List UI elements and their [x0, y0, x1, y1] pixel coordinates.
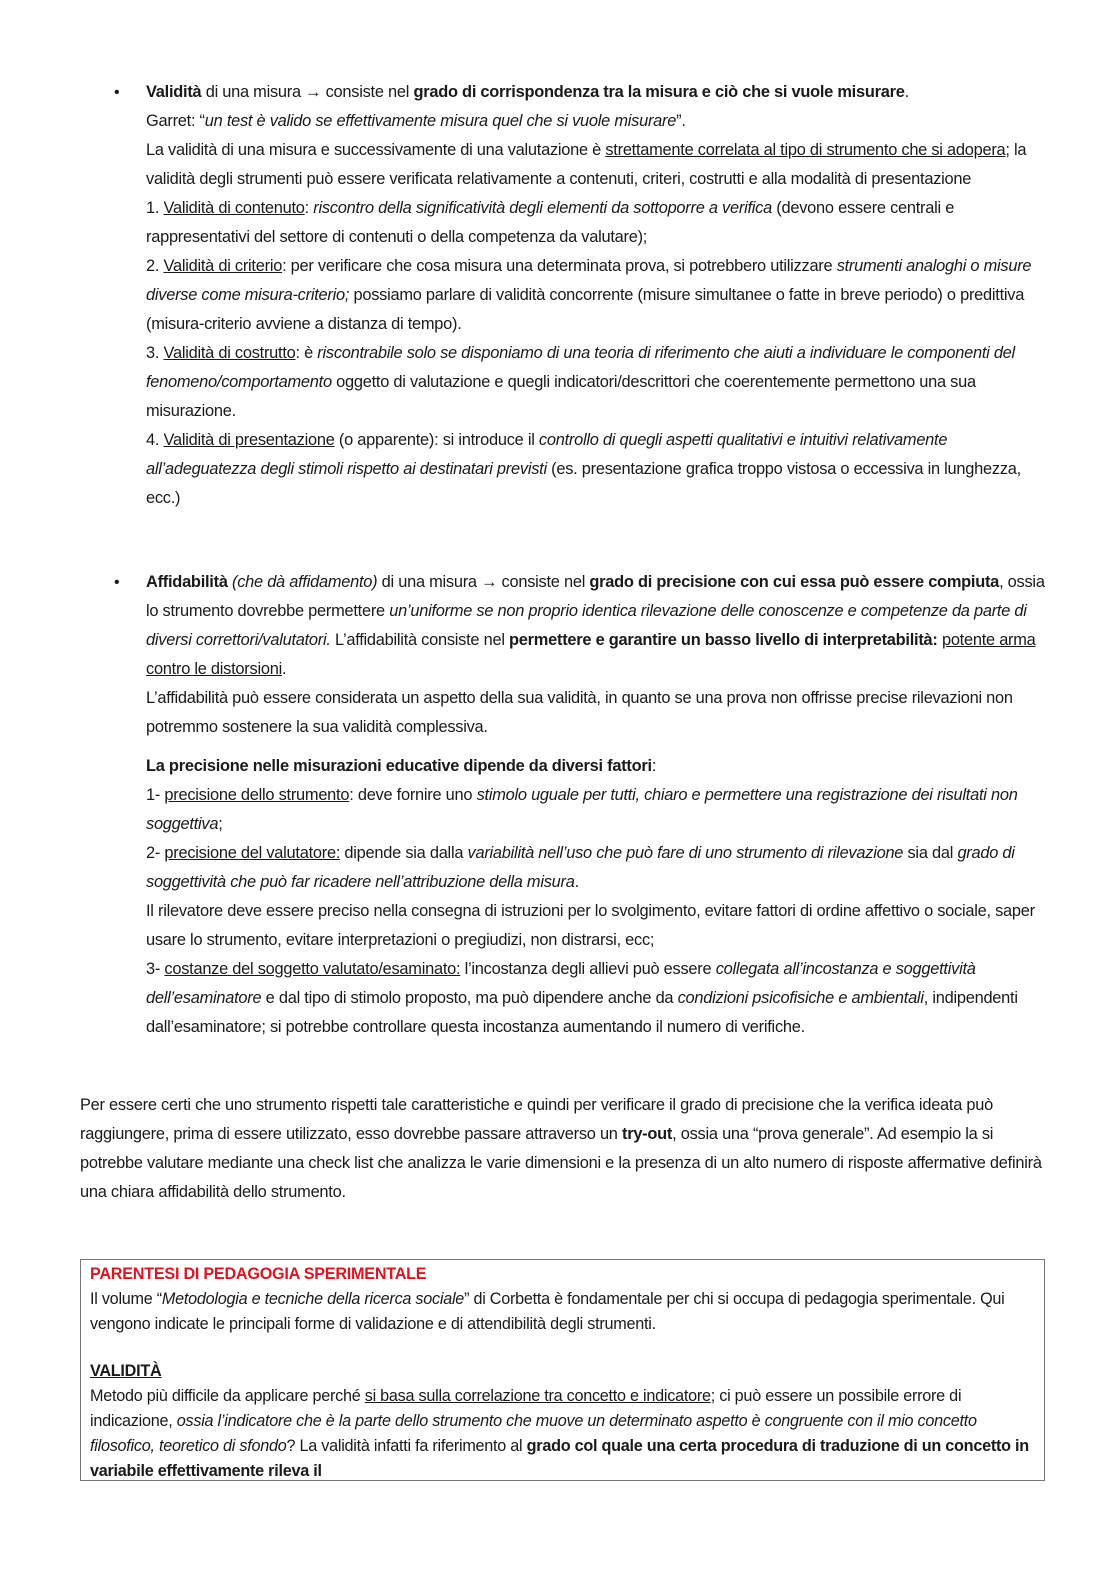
text-run: ”. — [676, 112, 686, 130]
bullet-icon: • — [114, 84, 120, 101]
paragraph — [146, 684, 1046, 742]
text-run: di una misura → consiste nel — [377, 573, 590, 591]
paragraph — [146, 752, 1046, 781]
text-run: 4. — [146, 431, 164, 449]
paragraph — [146, 426, 1046, 513]
text-run: : — [304, 199, 314, 217]
text-run: grado di corrispondenza tra la misura e ciò che si vuole misurare — [413, 83, 905, 101]
text-run: Validità — [146, 83, 202, 101]
text-run: try-out — [621, 1125, 673, 1143]
text-run: L’affidabilità consiste nel — [330, 631, 510, 649]
text-run: . — [281, 660, 287, 678]
text-run: dipende sia dalla — [340, 844, 468, 862]
text-run: oggetto di valutazione e quegli indicatori/descrittori che coerentemente permettono una sua misurazione. — [146, 373, 976, 420]
text-run: Validità di costrutto — [163, 344, 296, 362]
text-run: (che dà affidamento) — [232, 573, 378, 591]
text-run: condizioni psicofisiche e ambientali — [677, 989, 924, 1007]
text-run: (devono essere centrali e rappresentativi del settore di contenuti o della competenza da valutare); — [146, 199, 955, 246]
text-run: ? La validità infatti fa riferimento al — [286, 1437, 527, 1455]
text-run: potente arma contro le distorsioni — [146, 631, 1036, 678]
text-run: grado di precisione con cui essa può essere compiuta — [589, 573, 1000, 591]
precision-factors-section — [146, 752, 1046, 1042]
text-run: Validità di contenuto — [163, 199, 305, 217]
text-run: grado col quale una certa procedura di traduzione di un concetto in variabile effettivamente rileva il — [90, 1437, 1029, 1480]
text-run: permettere e garantire un basso livello di interpretabilità: — [509, 631, 938, 649]
text-run: Per essere certi che uno strumento rispetti tale caratteristiche e quindi per verificare il grado di precisione che la verifica ideata può raggiungere, prima di essere utilizzato, esso dovrebbe passare attraverso un — [80, 1096, 993, 1143]
text-run: 3. — [146, 344, 164, 362]
paragraph-text — [80, 1091, 1045, 1207]
text-run: ; la validità degli strumenti può essere verificata relativamente a contenuti, criteri, costrutti e alla modalità di presentazione — [146, 141, 1027, 188]
text-run: 1- — [146, 786, 165, 804]
text-run: Validità di criterio — [163, 257, 283, 275]
validity-section — [114, 78, 1046, 513]
text-run: costanze del soggetto valutato/esaminato: — [164, 960, 461, 978]
text-run: riscontrabile solo se disponiamo di una teoria di riferimento che aiuti a individuare le componenti del fenomeno/comportamento — [146, 344, 1015, 391]
text-run: collegata all’incostanza e soggettività dell’esaminatore — [146, 960, 976, 1007]
paragraph — [146, 194, 1046, 252]
paragraph — [146, 897, 1046, 955]
text-run: Il rilevatore deve essere preciso nella consegna di istruzioni per lo svolgimento, evitare fattori di ordine affettivo o sociale, saper usare lo strumento, evitare interpretazioni o pregiudizi, non distrarsi, ecc; — [146, 902, 1035, 949]
text-run: , ossia una “prova generale”. Ad esempio la si potrebbe valutare mediante una check list che analizza le varie dimensioni e la presenza di un alto numero di risposte affermative definirà una chiara affidabilità dello strumento. — [80, 1125, 1042, 1201]
text-run: sia dal — [903, 844, 958, 862]
paragraph — [146, 78, 1046, 107]
text-run: (es. presentazione grafica troppo vistosa o eccessiva in lunghezza, ecc.) — [146, 460, 1021, 507]
text-run: Metodo più difficile da applicare perché — [90, 1387, 365, 1405]
text-run: controllo di quegli aspetti qualitativi e intuitivi relativamente all’adeguatezza degli stimoli rispetto ai destinatari previsti — [146, 431, 948, 478]
text-run: : — [651, 757, 657, 775]
text-run: Il volume “ — [90, 1290, 162, 1308]
text-run: 2. — [146, 257, 164, 275]
text-run: . — [574, 873, 579, 891]
text-run: La validità di una misura e successivamente di una valutazione è — [146, 141, 606, 159]
paragraph — [146, 107, 1046, 136]
pedagogy-note-box — [80, 1259, 1045, 1481]
text-run: un’uniforme se non proprio identica rilevazione delle conoscenze e competenze da parte di diversi correttori/valutatori. — [146, 602, 1027, 649]
text-run: strettamente correlata al tipo di strumento che si adopera — [605, 141, 1006, 159]
paragraph — [146, 568, 1046, 684]
text-run: 2- — [146, 844, 165, 862]
text-run: l’incostanza degli allievi può essere — [460, 960, 716, 978]
text-run: Metodologia e tecniche della ricerca sociale — [161, 1290, 465, 1308]
text-run: si basa sulla correlazione tra concetto e indicatore — [364, 1387, 711, 1405]
reliability-section — [114, 568, 1046, 742]
text-run: L’affidabilità può essere considerata un aspetto della sua validità, in quanto se una prova non offrisse precise rilevazioni non potremmo sostenere la sua validità complessiva. — [146, 689, 1013, 736]
paragraph — [146, 136, 1046, 194]
text-run: 1. — [146, 199, 164, 217]
paragraph — [146, 252, 1046, 339]
text-run: , ossia lo strumento dovrebbe permettere — [146, 573, 1045, 620]
paragraph — [146, 339, 1046, 426]
text-run: strumenti analoghi o misure diverse come misura-criterio; — [146, 257, 1032, 304]
text-run: possiamo parlare di validità concorrente (misure simultanee o fatte in breve periodo) o predittiva (misura-criterio avviene a distanza di tempo). — [146, 286, 1025, 333]
text-run: precisione dello strumento — [164, 786, 350, 804]
text-run: Affidabilità — [146, 573, 228, 591]
text-run: . — [904, 83, 909, 101]
box-title: PARENTESI DI PEDAGOGIA SPERIMENTALE — [90, 1265, 427, 1283]
text-run: ; — [218, 815, 223, 833]
text-run: ; ci può essere un possibile errore di indicazione, — [90, 1387, 962, 1430]
paragraph — [146, 781, 1046, 839]
paragraph — [146, 839, 1046, 897]
try-out-paragraph — [80, 1091, 1045, 1207]
text-run: precisione del valutatore: — [164, 844, 341, 862]
text-run: ” di Corbetta è fondamentale per chi si occupa di pedagogia sperimentale. Qui vengono indicate le principali forme di validazione e di attendibilità degli strumenti. — [90, 1290, 1005, 1333]
text-run: Garret: “ — [146, 112, 205, 130]
text-run: La precisione nelle misurazioni educative dipende da diversi fattori — [146, 757, 652, 775]
text-run: : è — [295, 344, 318, 362]
box-intro — [90, 1287, 1044, 1337]
text-run: e dal tipo di stimolo proposto, ma può dipendere anche da — [261, 989, 678, 1007]
box-heading: VALIDITÀ — [90, 1362, 162, 1380]
text-run: 3- — [146, 960, 165, 978]
box-body — [90, 1384, 1044, 1481]
text-run: : deve fornire uno — [349, 786, 477, 804]
text-run: ossia l’indicatore che è la parte dello strumento che muove un determinato aspetto è congruente con il mio concetto filosofico, teoretico di sfondo — [90, 1412, 977, 1455]
text-run: variabilità nell’uso che può fare di uno strumento di rilevazione — [467, 844, 904, 862]
text-run: , indipendenti dall’esaminatore; si potrebbe controllare questa incostanza aumentando il numero di verifiche. — [146, 989, 1018, 1036]
text-run: un test è valido se effettivamente misura quel che si vuole misurare — [204, 112, 677, 130]
text-run: grado di soggettività che può far ricadere nell’attribuzione della misura — [146, 844, 1015, 891]
text-run: stimolo uguale per tutti, chiaro e permettere una registrazione dei risultati non soggettiva — [146, 786, 1018, 833]
text-run: Validità di presentazione — [163, 431, 335, 449]
text-run: : per verificare che cosa misura una determinata prova, si potrebbero utilizzare — [282, 257, 837, 275]
bullet-icon: • — [114, 574, 120, 591]
text-run: di una misura → consiste nel — [201, 83, 414, 101]
text-run: (o apparente): si introduce il — [334, 431, 539, 449]
text-run: riscontro della significatività degli elementi da sottoporre a verifica — [313, 199, 772, 217]
paragraph — [146, 955, 1046, 1042]
